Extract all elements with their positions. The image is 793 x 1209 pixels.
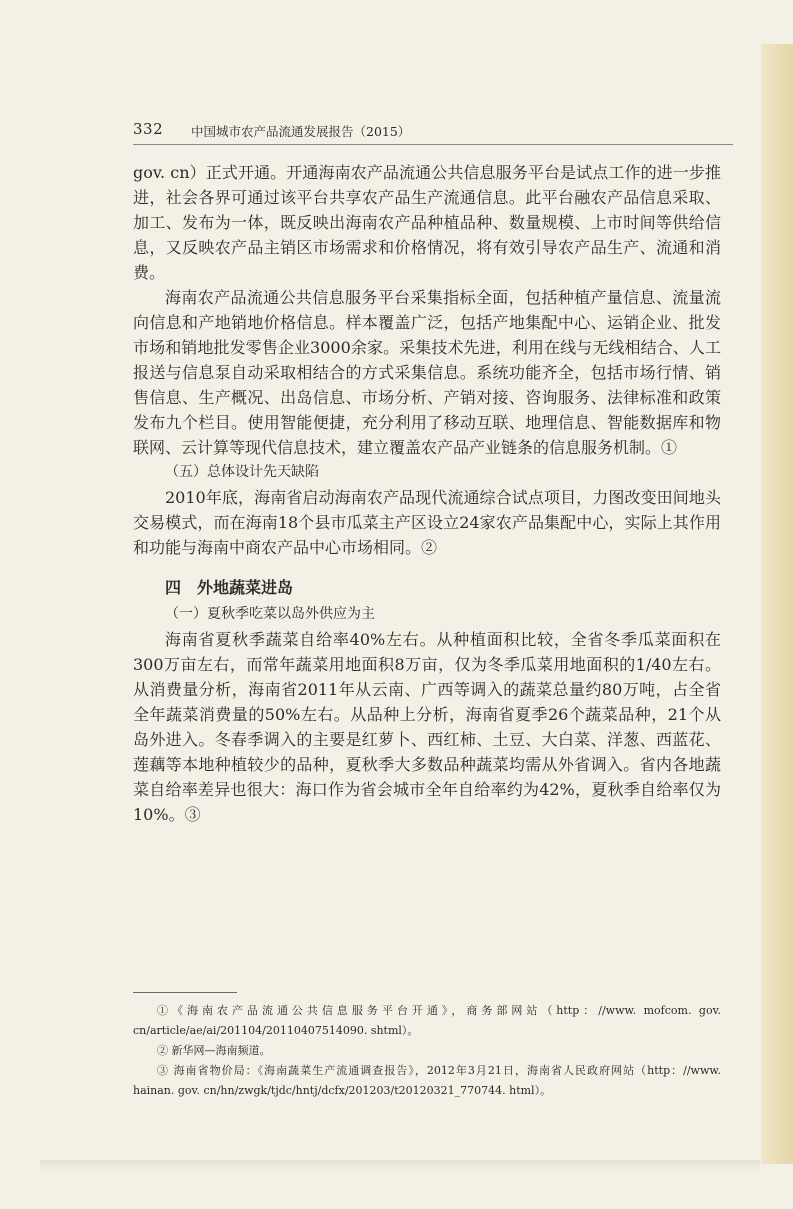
footnote-3: ③ 海南省物价局：《海南蔬菜生产流通调查报告》，2012年3月21日，海南省人民政府网站（http：//www. hainan. gov. cn/hn/zwgk/tjdc/hntj/dcfx/201203/t20120321_770744. html）。 — [133, 1064, 721, 1097]
footnote-1: ①《海南农产品流通公共信息服务平台开通》，商务部网站（http：//www. mofcom. gov. cn/article/ae/ai/201104/20110407514090. shtml）。 — [133, 1004, 721, 1037]
subsection-heading-1: （一）夏秋季吃菜以岛外供应为主 — [165, 606, 375, 622]
footnote-2: ② 新华网—海南频道。 — [157, 1044, 271, 1057]
page-edge — [761, 44, 793, 1164]
section-heading-4: 四 外地蔬菜进岛 — [165, 578, 294, 597]
paragraph-4: 海南省夏秋季蔬菜自给率40%左右。从种植面积比较，全省冬季瓜菜面积在300万亩左右，而常年蔬菜用地面积8万亩，仅为冬季瓜菜用地面积的1/40左右。从消费量分析，海南省2011年从云南、广西等调入的蔬菜总量约80万吨，占全省全年蔬菜消费量的50%左右。从品种上分析，海南省夏季26个蔬菜品种，21个从岛外进入。冬春季调入的主要是红萝卜、西红柿、土豆、大白菜、洋葱、西蓝花、莲藕等本地种植较少的品种，夏秋季大多数品种蔬菜均需从外省调入。省内各地蔬菜自给率差异也很大：海口作为省会城市全年自给率约为42%，夏秋季自给率仅为10%。③ — [133, 630, 721, 824]
page-number: 332 — [133, 120, 164, 138]
footnotes — [133, 1001, 721, 1101]
page-bottom-shadow — [40, 1160, 760, 1172]
paragraph-1: gov. cn）正式开通。开通海南农产品流通公共信息服务平台是试点工作的进一步推进，社会各界可通过该平台共享农产品生产流通信息。此平台融农产品信息采取、加工、发布为一体，既反映出海南农产品种植品种、数量规模、上市时间等供给信息，又反映农产品主销区市场需求和价格情况，将有效引导农产品生产、流通和消费。 — [133, 163, 721, 282]
main-text — [133, 160, 721, 827]
running-title: 中国城市农产品流通发展报告（2015） — [191, 124, 411, 139]
running-header — [133, 118, 733, 145]
footnote-divider — [133, 992, 237, 993]
paragraph-3: 2010年底，海南省启动海南农产品现代流通综合试点项目，力图改变田间地头交易模式，而在海南18个县市瓜菜主产区设立24家农产品集配中心，实际上其作用和功能与海南中商农产品中心市场相同。② — [133, 488, 721, 557]
paragraph-2: 海南农产品流通公共信息服务平台采集指标全面，包括种植产量信息、流量流向信息和产地销地价格信息。样本覆盖广泛，包括产地集配中心、运销企业、批发市场和销地批发零售企业3000余家。采集技术先进，利用在线与无线相结合、人工报送与信息泵自动采取相结合的方式采集信息。系统功能齐全，包括市场行情、销售信息、生产概况、出岛信息、市场分析、产销对接、咨询服务、法律标准和政策发布九个栏目。使用智能便捷，充分利用了移动互联、地理信息、智能数据库和物联网、云计算等现代信息技术，建立覆盖农产品产业链条的信息服务机制。① — [133, 288, 721, 457]
subsection-heading-5: （五）总体设计先天缺陷 — [165, 464, 319, 480]
